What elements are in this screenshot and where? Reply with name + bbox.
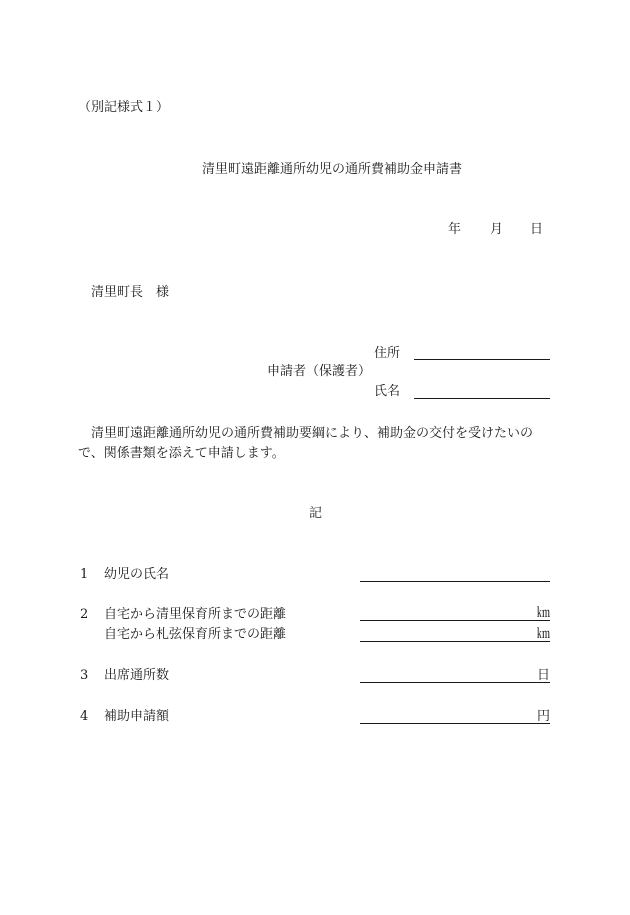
item-4-number: 4 xyxy=(80,709,89,724)
item-4-label: 補助申請額 xyxy=(104,709,170,724)
item-4-unit: 円 xyxy=(536,709,550,724)
item-2-unit: ㎞ xyxy=(536,606,550,621)
item-3-label: 出席通所数 xyxy=(104,668,170,683)
ki-heading: 記 xyxy=(309,506,323,521)
page-title: 清里町遠距離通所幼児の通所費補助金申請書 xyxy=(202,162,463,177)
address-label: 住所 xyxy=(374,346,401,361)
item-1-number: 1 xyxy=(80,567,89,582)
item-2b-unit: ㎞ xyxy=(536,627,550,642)
item-3-unit: 日 xyxy=(536,668,550,683)
body-text-line-1: 清里町遠距離通所幼児の通所費補助要綱により、補助金の交付を受けたいの xyxy=(91,426,534,441)
item-3-number: 3 xyxy=(80,668,89,683)
applicant-role-label: 申請者（保護者） xyxy=(267,364,372,379)
date-month-label: 月 xyxy=(490,222,504,237)
name-field[interactable] xyxy=(414,383,550,399)
address-field[interactable] xyxy=(414,344,550,360)
date-day-label: 日 xyxy=(530,222,544,237)
date-year-label: 年 xyxy=(448,222,462,237)
item-2-number: 2 xyxy=(80,607,89,622)
child-name-field[interactable] xyxy=(360,566,550,582)
name-label: 氏名 xyxy=(374,384,401,399)
item-2-label: 自宅から清里保育所までの距離 xyxy=(104,607,287,622)
item-2b-label: 自宅から札弦保育所までの距離 xyxy=(104,627,287,642)
item-1-label: 幼児の氏名 xyxy=(104,567,170,582)
addressee: 清里町長 様 xyxy=(91,285,170,300)
form-label: （別記様式１） xyxy=(78,100,170,115)
body-text-line-2: で、関係書類を添えて申請します。 xyxy=(78,446,285,461)
